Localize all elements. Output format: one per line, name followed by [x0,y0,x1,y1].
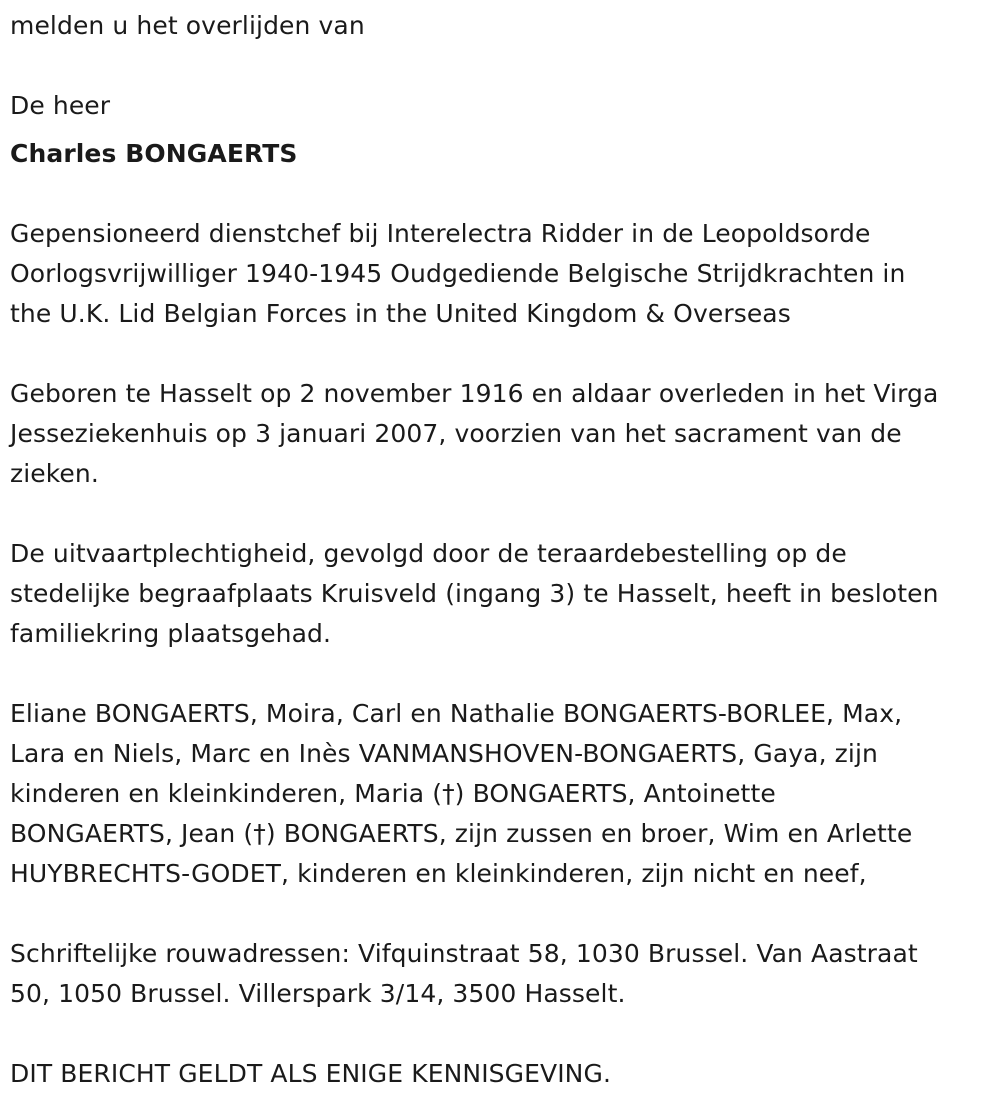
deceased-name: Charles BONGAERTS [10,139,298,168]
spacer [10,654,995,694]
spacer [10,46,995,86]
titles-paragraph [10,214,995,334]
spacer [10,894,995,934]
titles-line: Oorlogsvrijwilliger 1940-1945 Oudgediende Belgische Strijdkrachten in [10,259,906,288]
addresses-line: Schriftelijke rouwadressen: Vifquinstraat 58, 1030 Brussel. Van Aastraat [10,939,918,968]
closing-statement: DIT BERICHT GELDT ALS ENIGE KENNISGEVING. [10,1059,611,1088]
birth-death-line: Geboren te Hasselt op 2 november 1916 en aldaar overleden in het Virga [10,379,939,408]
spacer [10,174,995,214]
funeral-line: De uitvaartplechtigheid, gevolgd door de teraardebestelling op de [10,539,847,568]
family-line: Lara en Niels, Marc en Inès VANMANSHOVEN-BONGAERTS, Gaya, zijn [10,739,878,768]
addresses-line: 50, 1050 Brussel. Villerspark 3/14, 3500 Hasselt. [10,979,626,1008]
titles-line: the U.K. Lid Belgian Forces in the United Kingdom & Overseas [10,299,791,328]
intro-text: melden u het overlijden van [10,11,365,40]
spacer [10,334,995,374]
birth-death-paragraph [10,374,995,494]
addresses-paragraph [10,934,995,1014]
family-line: Eliane BONGAERTS, Moira, Carl en Nathalie BONGAERTS-BORLEE, Max, [10,699,903,728]
spacer [10,494,995,534]
spacer [10,1014,995,1054]
funeral-line: familiekring plaatsgehad. [10,619,332,648]
obituary-notice [10,6,995,1094]
salutation: De heer [10,91,111,120]
birth-death-line: zieken. [10,459,99,488]
birth-death-line: Jesseziekenhuis op 3 januari 2007, voorzien van het sacrament van de [10,419,902,448]
family-line: kinderen en kleinkinderen, Maria (†) BONGAERTS, Antoinette [10,779,776,808]
family-paragraph [10,694,995,894]
family-line: HUYBRECHTS-GODET, kinderen en kleinkinderen, zijn nicht en neef, [10,859,867,888]
family-line: BONGAERTS, Jean (†) BONGAERTS, zijn zussen en broer, Wim en Arlette [10,819,913,848]
funeral-line: stedelijke begraafplaats Kruisveld (ingang 3) te Hasselt, heeft in besloten [10,579,939,608]
funeral-paragraph [10,534,995,654]
titles-line: Gepensioneerd dienstchef bij Interelectra Ridder in de Leopoldsorde [10,219,871,248]
